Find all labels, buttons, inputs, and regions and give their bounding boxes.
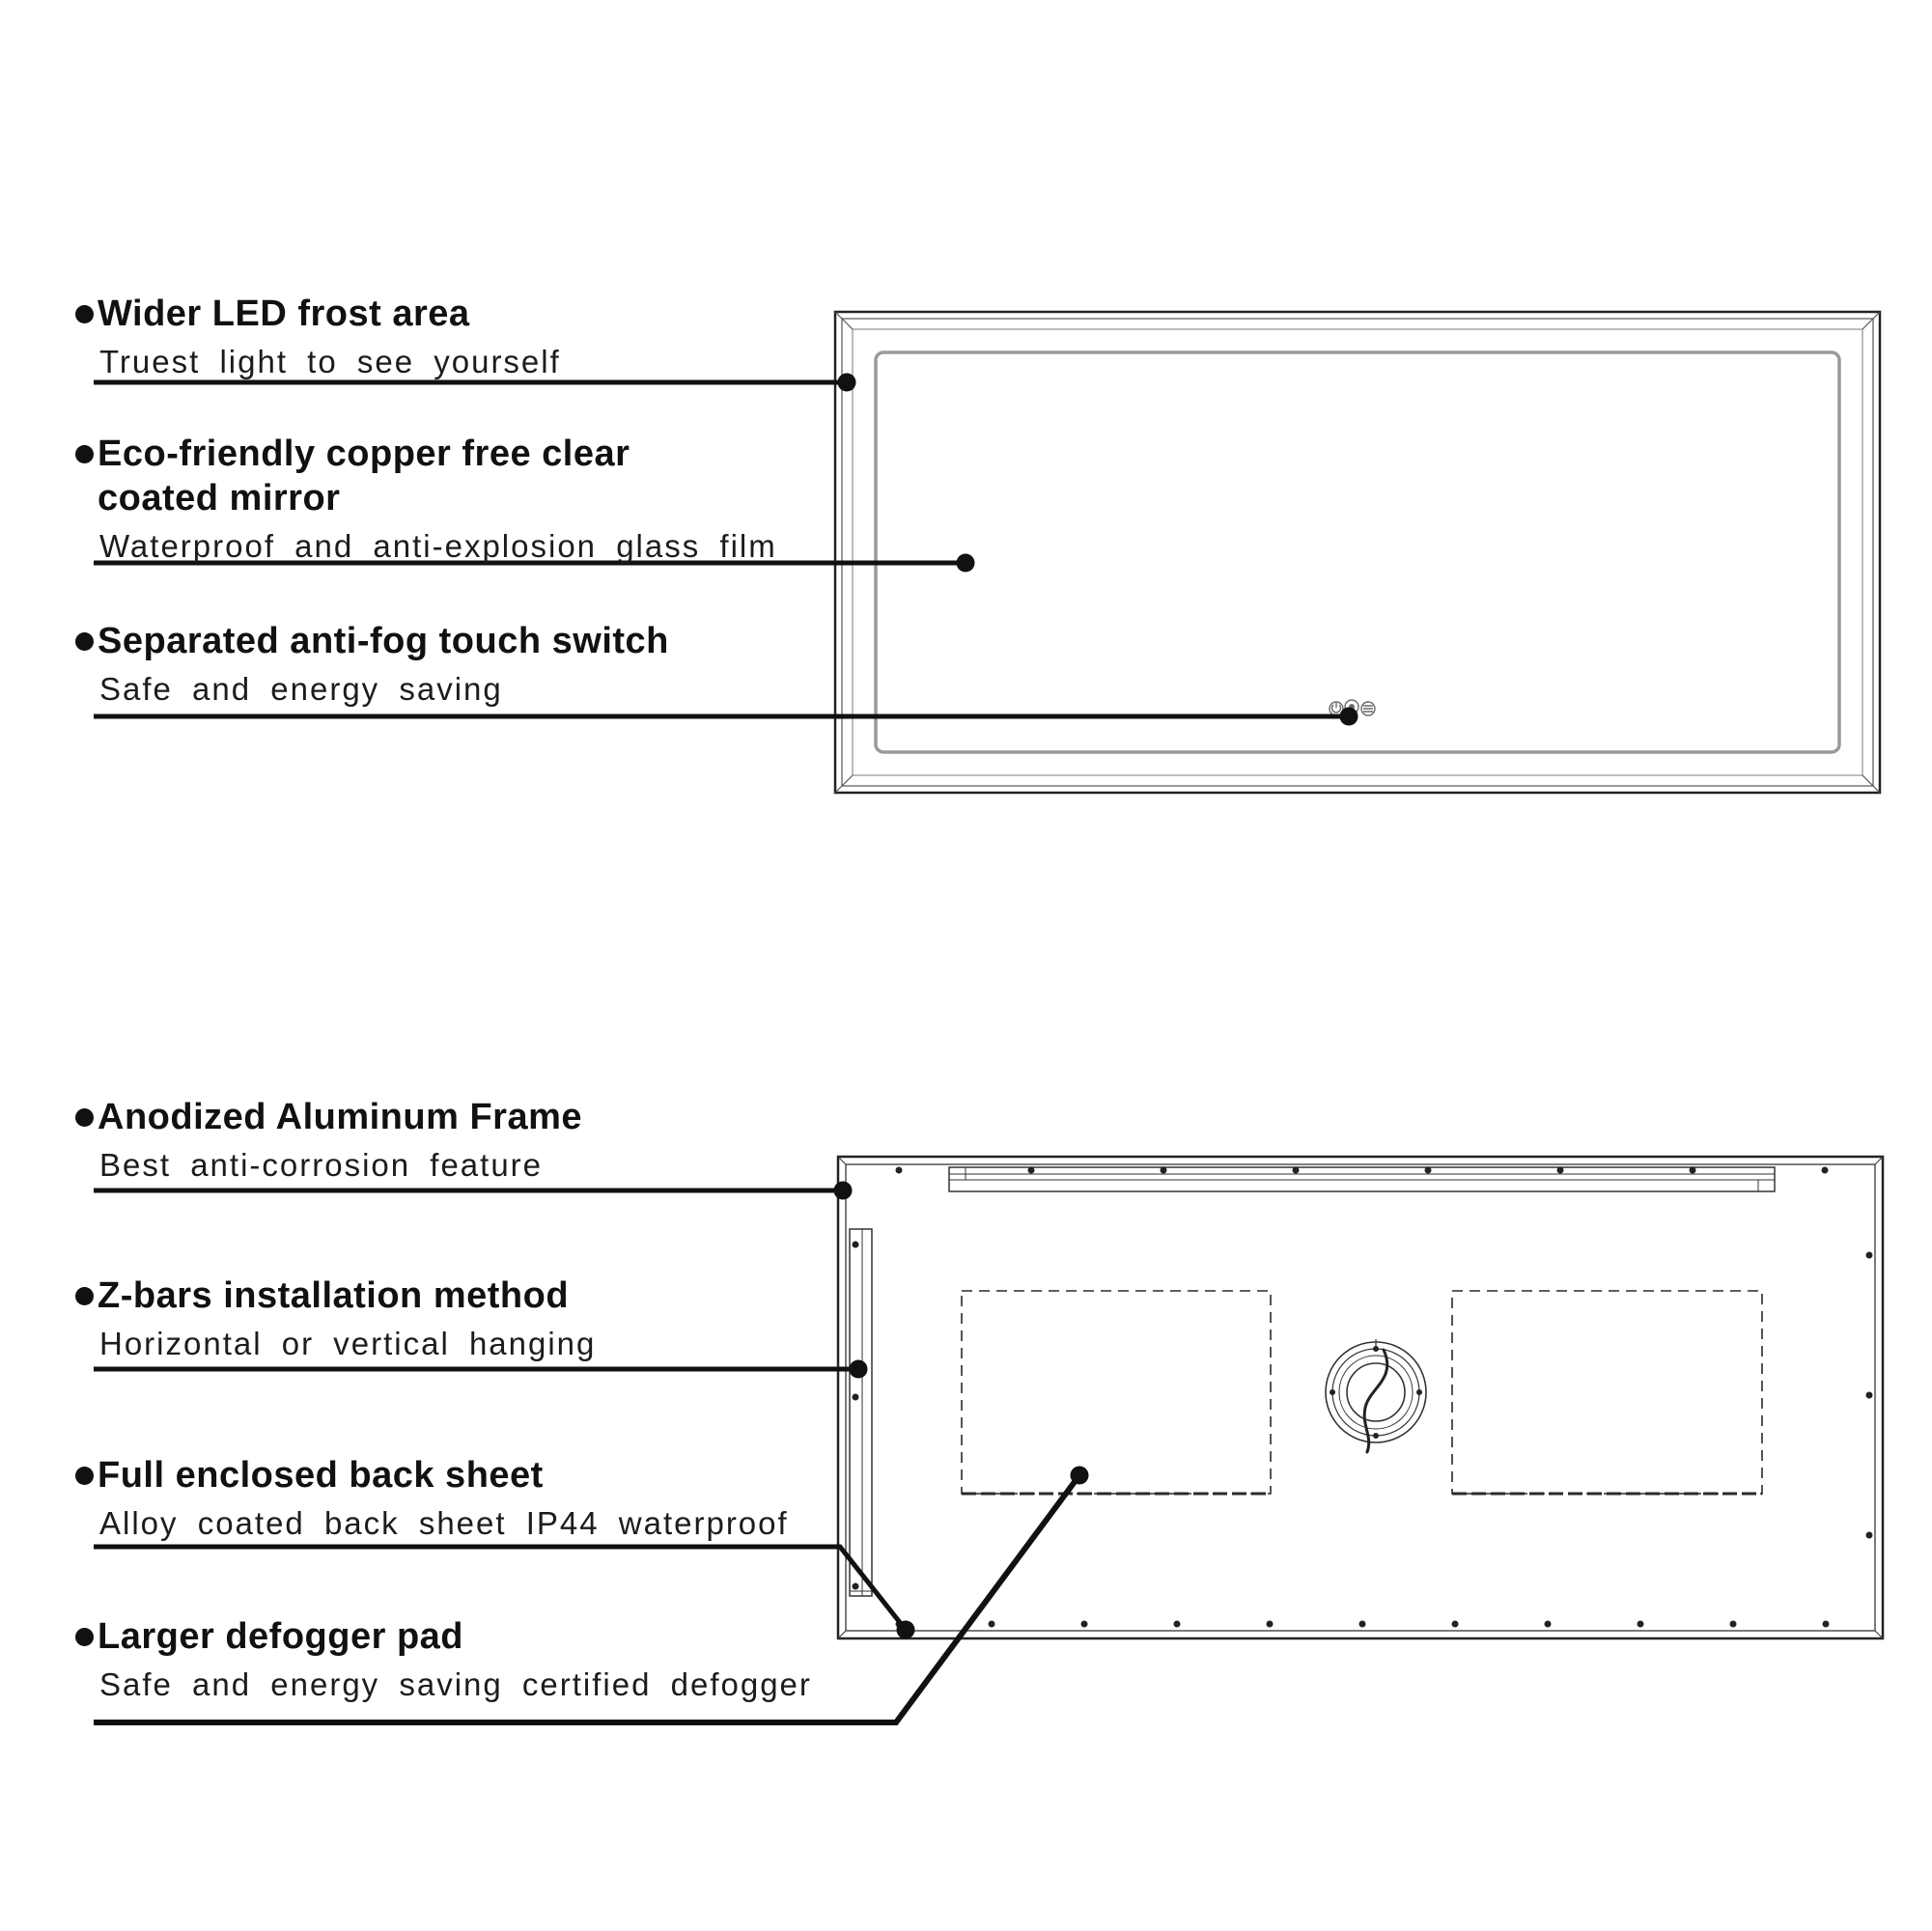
bullet-icon — [75, 305, 94, 323]
feature-block-back-sheet — [75, 1453, 867, 1542]
bullet-icon — [75, 445, 94, 463]
callout-dot — [957, 554, 975, 573]
feature-block-defogger-pad — [75, 1614, 867, 1703]
feature-subtitle: Alloy coated back sheet IP44 waterproof — [99, 1505, 789, 1541]
callout-dot — [897, 1621, 915, 1639]
feature-title: Anodized Aluminum Frame — [98, 1097, 583, 1137]
feature-block-coated-mirror — [75, 432, 867, 565]
bullet-icon — [75, 1287, 94, 1305]
feature-subtitle: Truest light to see yourself — [99, 344, 561, 379]
bullet-icon — [75, 1628, 94, 1646]
feature-block-z-bars — [75, 1273, 867, 1362]
feature-subtitle: Safe and energy saving certified defogger — [99, 1666, 812, 1702]
callout-dot — [1340, 708, 1358, 726]
feature-title: Wider LED frost area — [98, 294, 470, 334]
feature-block-led-frost — [75, 292, 867, 380]
bullet-icon — [75, 632, 94, 651]
feature-title: Full enclosed back sheet — [98, 1455, 544, 1496]
feature-title: Z-bars installation method — [98, 1275, 570, 1316]
callout-dot — [1071, 1467, 1089, 1485]
mirror-front-view — [835, 312, 1880, 793]
feature-block-aluminum-frame — [75, 1095, 867, 1184]
bullet-icon — [75, 1467, 94, 1485]
feature-subtitle: Safe and energy saving — [99, 671, 503, 707]
feature-block-touch-switch — [75, 619, 867, 708]
top-z-bar — [949, 1167, 1775, 1191]
feature-title: Separated anti-fog touch switch — [98, 621, 669, 661]
feature-subtitle: Best anti-corrosion feature — [99, 1147, 544, 1183]
callout-dot — [834, 1182, 853, 1200]
feature-subtitle: Waterproof and anti-explosion glass film — [99, 528, 777, 564]
bullet-icon — [75, 1108, 94, 1127]
callout-dot — [850, 1360, 868, 1379]
feature-title: Eco-friendly copper free clear coated mirror — [98, 434, 630, 518]
feature-title: Larger defogger pad — [98, 1616, 463, 1657]
mirror-back-view — [838, 1157, 1883, 1638]
feature-subtitle: Horizontal or vertical hanging — [99, 1326, 597, 1361]
